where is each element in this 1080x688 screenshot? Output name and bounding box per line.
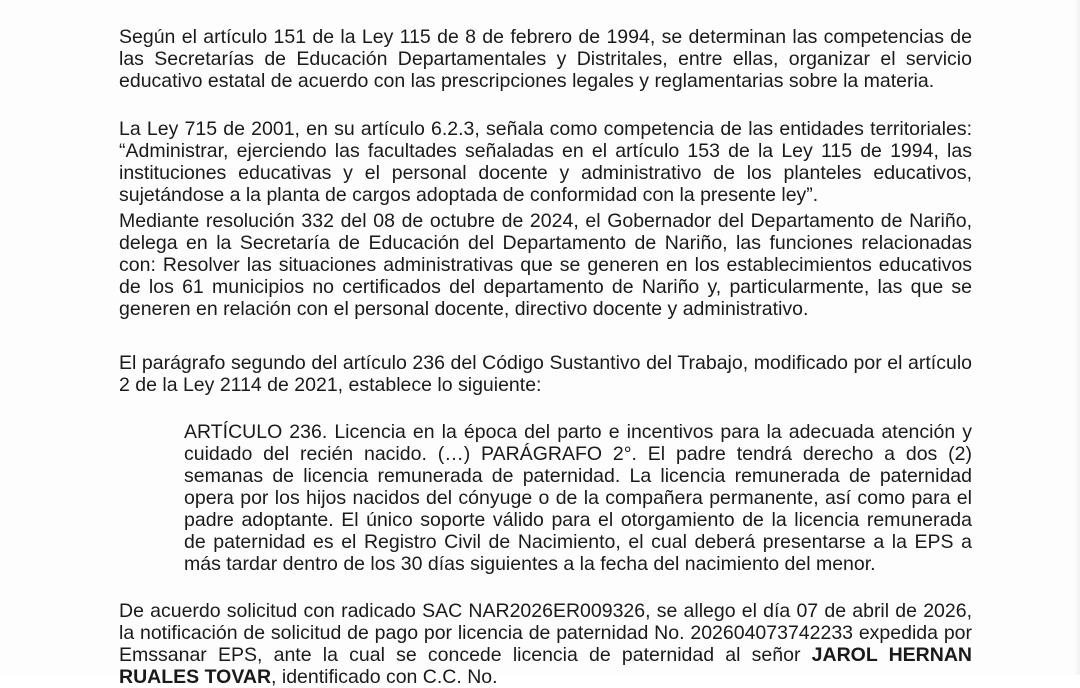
beneficiary-name: JAROL HERNAN RUALES TOVAR (119, 644, 972, 688)
paragraph-solicitud-sac (119, 600, 972, 688)
scan-edge-shadow (1074, 0, 1080, 675)
paragraph-solicitud-text: De acuerdo solicitud con radicado SAC NAR2026ER009326, se allego el día 07 de abril de 2026, la notificación de solicitud de pago por licencia de paternidad No. 202604073742233 expedida por Emssanar EPS, ante la cual se concede licencia de paternidad al señor (119, 600, 972, 666)
paragraph-articulo-236-intro: El parágrafo segundo del artículo 236 del Código Sustantivo del Trabajo, modificado por el artículo 2 de la Ley 2114 de 2021, establece lo siguiente: (119, 352, 972, 396)
paragraph-ley-715: La Ley 715 de 2001, en su artículo 6.2.3, señala como competencia de las entidades territoriales: “Administrar, ejerciendo las facultades señaladas en el artículo 153 de la Ley 115 de 1994, las instituciones educativas y el personal docente y administrativo de los planteles educativos, sujetándose a la planta de cargos adoptada de conformidad con la presente ley”. (119, 118, 972, 206)
paragraph-solicitud-tail: , identificado con C.C. No. (271, 666, 498, 688)
paragraph-article-151: Según el artículo 151 de la Ley 115 de 8 de febrero de 1994, se determinan las competencias de las Secretarías de Educación Departamentales y Distritales, entre ellas, organizar el servicio educativo estatal de acuerdo con las prescripciones legales y reglamentarias sobre la materia. (119, 26, 972, 92)
quoted-articulo-236: ARTÍCULO 236. Licencia en la época del parto e incentivos para la adecuada atención y cuidado del recién nacido. (…) PARÁGRAFO 2°. El padre tendrá derecho a dos (2) semanas de licencia remunerada de paternidad. La licencia remunerada de paternidad opera por los hijos nacidos del cónyuge o de la compañera permanente, así como para el padre adoptante. El único soporte válido para el otorgamiento de la licencia remunerada de paternidad es el Registro Civil de Nacimiento, el cual deberá presentarse a la EPS a más tardar dentro de los 30 días siguientes a la fecha del nacimiento del menor. (184, 421, 972, 575)
paragraph-resolucion-332: Mediante resolución 332 del 08 de octubre de 2024, el Gobernador del Departamento de Nariño, delega en la Secretaría de Educación del Departamento de Nariño, las funciones relacionadas con: Resolver las situaciones administrativas que se generen en los establecimientos educativos de los 61 municipios no certificados del departamento de Nariño y, particularmente, las que se generen en relación con el personal docente, directivo docente y administrativo. (119, 210, 972, 320)
